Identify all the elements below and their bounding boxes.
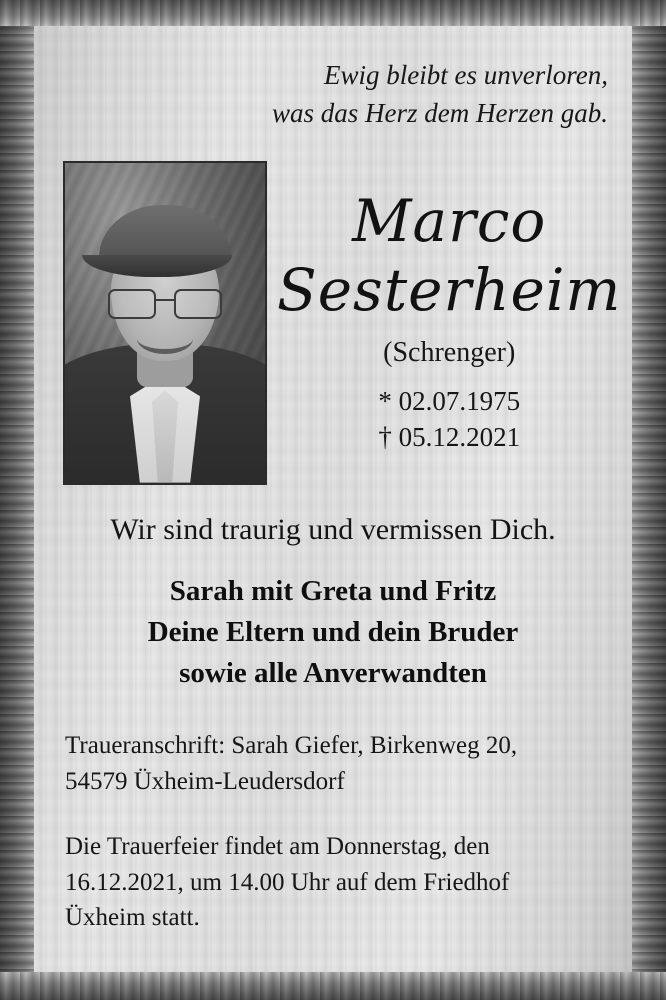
portrait-and-name-row bbox=[34, 133, 632, 485]
life-dates bbox=[277, 383, 621, 456]
verse-block bbox=[34, 26, 632, 133]
mourning-address bbox=[34, 694, 632, 799]
frame-edge-top bbox=[0, 0, 666, 26]
first-name: Marco bbox=[352, 186, 547, 255]
family-line-2: Deine Eltern und dein Bruder bbox=[147, 615, 519, 648]
portrait-glasses bbox=[108, 289, 222, 315]
address-line-1: Traueranschrift: Sarah Giefer, Birkenweg 20, bbox=[65, 732, 518, 760]
frame-edge-left bbox=[0, 0, 34, 1000]
date-of-birth: * 02.07.1975 bbox=[378, 385, 521, 416]
frame-edge-bottom bbox=[0, 972, 666, 1000]
frame-edge-right bbox=[632, 0, 666, 1000]
verse-line-2: was das Herz dem Herzen gab. bbox=[272, 98, 608, 129]
mourning-sentence: Wir sind traurig und vermissen Dich. bbox=[110, 512, 556, 546]
last-name: Sesterheim bbox=[277, 255, 622, 324]
address-line-2: 54579 Üxheim-Leudersdorf bbox=[65, 767, 345, 795]
notice-content bbox=[34, 26, 632, 972]
family-line-1: Sarah mit Greta und Fritz bbox=[169, 574, 497, 607]
glasses-lens-right bbox=[174, 289, 222, 319]
verse-line-1: Ewig bleibt es unverloren, bbox=[324, 60, 608, 90]
family-line-3: sowie alle Anverwandten bbox=[179, 657, 487, 689]
name-block bbox=[267, 161, 621, 456]
birth-name: (Schrenger) bbox=[383, 336, 516, 368]
portrait-photo bbox=[63, 161, 267, 485]
ceremony-line-1: Die Trauerfeier findet am Donnerstag, den bbox=[65, 833, 490, 861]
ceremony-line-2: 16.12.2021, um 14.00 Uhr auf dem Friedhof bbox=[65, 868, 510, 896]
date-of-death: † 05.12.2021 bbox=[378, 421, 521, 452]
glasses-lens-left bbox=[108, 289, 156, 319]
ceremony-line-3: Üxheim statt. bbox=[65, 904, 200, 932]
family-block bbox=[34, 547, 632, 695]
funeral-details bbox=[34, 799, 632, 936]
glasses-bridge bbox=[154, 299, 176, 301]
